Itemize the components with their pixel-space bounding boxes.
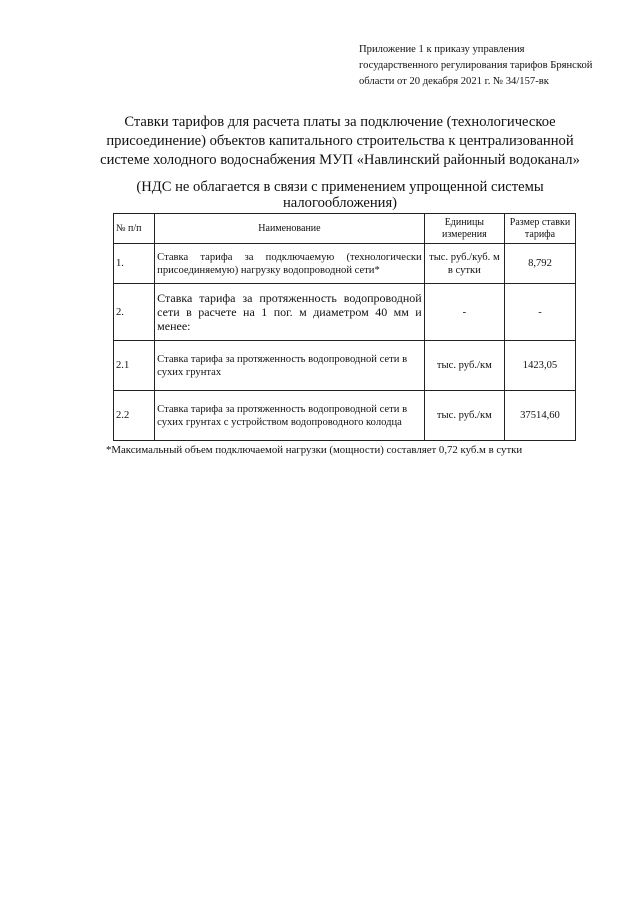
table-header-row	[114, 214, 576, 244]
row-name: Ставка тарифа за подключаемую (технологически присоединяемую) нагрузку водопроводной сети*	[155, 244, 425, 284]
vat-note	[90, 179, 590, 211]
row-unit: -	[424, 284, 504, 341]
row-num: 1.	[114, 244, 155, 284]
row-unit: тыс. руб./км	[424, 341, 504, 391]
title-line-1: Ставки тарифов для расчета платы за подключение (технологическое	[124, 114, 556, 130]
row-rate: -	[504, 284, 575, 341]
table-row	[114, 341, 576, 391]
footnote: *Максимальный объем подключаемой нагрузки (мощности) составляет 0,72 куб.м в сутки	[106, 444, 523, 456]
row-num: 2.	[114, 284, 155, 341]
tariff-table	[113, 213, 576, 441]
appendix-line-3: области от 20 декабря 2021 г. № 34/157-вк	[359, 76, 549, 87]
table-row	[114, 391, 576, 441]
appendix-line-2: государственного регулирования тарифов Брянской	[359, 60, 593, 71]
row-rate: 8,792	[504, 244, 575, 284]
row-name: Ставка тарифа за протяженность водопроводной сети в сухих грунтах с устройством водопроводного колодца	[155, 391, 425, 441]
header-num: № п/п	[114, 214, 155, 244]
header-name: Наименование	[155, 214, 425, 244]
appendix-reference	[359, 42, 631, 90]
header-unit: Единицы измерения	[424, 214, 504, 244]
vat-note-line-2: налогообложения)	[282, 195, 398, 211]
row-rate: 1423,05	[504, 341, 575, 391]
row-unit: тыс. руб./км	[424, 391, 504, 441]
row-num: 2.1	[114, 341, 155, 391]
table-row	[114, 284, 576, 341]
vat-note-line-1: (НДС не облагается в связи с применением упрощенной системы	[136, 179, 544, 195]
title-line-2: присоединение) объектов капитального строительства к централизованной	[106, 133, 574, 149]
appendix-line-1: Приложение 1 к приказу управления	[359, 44, 525, 55]
row-name: Ставка тарифа за протяженность водопроводной сети в сухих грунтах	[155, 341, 425, 391]
title-line-3: системе холодного водоснабжения МУП «Навлинский районный водоканал»	[100, 152, 580, 168]
row-unit: тыс. руб./куб. м в сутки	[424, 244, 504, 284]
header-rate: Размер ставки тарифа	[504, 214, 575, 244]
document-title	[60, 113, 620, 170]
table-row	[114, 244, 576, 284]
row-name: Ставка тарифа за протяженность водопроводной сети в расчете на 1 пог. м диаметром 40 мм и менее:	[155, 284, 425, 341]
row-num: 2.2	[114, 391, 155, 441]
row-rate: 37514,60	[504, 391, 575, 441]
